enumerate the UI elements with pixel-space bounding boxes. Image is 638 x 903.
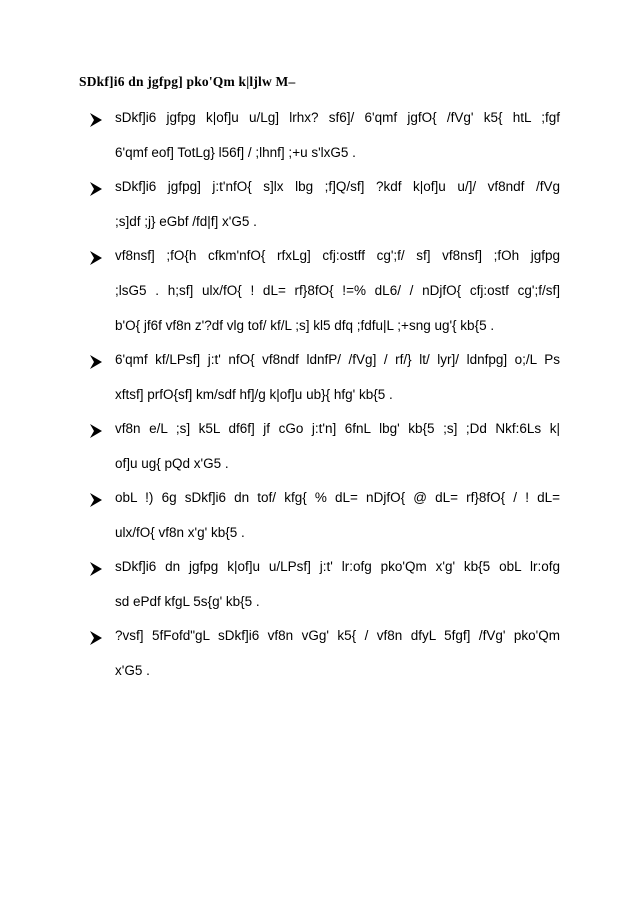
item-line: sDkf]i6 jgfpg] j:t'nfO{ s]lx lbg ;f]Q/sf] ?kdf k|of]u u/]/ vf8ndf /fVg xyxy=(115,179,560,194)
item-line: ?vsf] 5fFofd"gL sDkf]i6 vf8n vGg' k5{ / vf8n dfyL 5fgf] /fVg' pko'Qm xyxy=(115,628,560,643)
bullet-list xyxy=(90,109,560,696)
arrowhead-bullet-icon xyxy=(90,251,102,265)
list-item xyxy=(90,351,560,404)
item-line: 6'qmf eof] TotLg} l56f] / ;lhnf] ;+u s'lxG5 . xyxy=(115,145,356,160)
item-line: ;s]df ;j} eGbf /fd|f] x'G5 . xyxy=(115,214,257,229)
arrowhead-bullet-icon xyxy=(90,631,102,645)
arrowhead-bullet-icon xyxy=(90,562,102,576)
arrowhead-bullet-icon xyxy=(90,182,102,196)
item-line: xftsf] prfO{sf] km/sdf hf]/g k|of]u ub}{ hfg' kb{5 . xyxy=(115,387,393,402)
list-item xyxy=(90,247,560,335)
list-item xyxy=(90,489,560,542)
list-item xyxy=(90,627,560,680)
item-line: b'O{ jf6f vf8n z'?df vlg tof/ kf/L ;s] kl5 dfq ;fdfu|L ;+sng ug'{ kb{5 . xyxy=(115,318,495,333)
page-heading: SDkf]i6 dn jgfpg] pko'Qm k|ljlw M– xyxy=(79,74,296,89)
item-line: ulx/fO{ vf8n x'g' kb{5 . xyxy=(115,525,245,540)
arrowhead-bullet-icon xyxy=(90,424,102,438)
list-item xyxy=(90,178,560,231)
arrowhead-bullet-icon xyxy=(90,355,102,369)
item-line: sDkf]i6 dn jgfpg k|of]u u/LPsf] j:t' lr:ofg pko'Qm x'g' kb{5 obL lr:ofg xyxy=(115,559,560,574)
item-line: sd ePdf kfgL 5s{g' kb{5 . xyxy=(115,594,260,609)
item-line: obL !) 6g sDkf]i6 dn tof/ kfg{ % dL= nDjfO{ @ dL= rf}8fO{ / ! dL= xyxy=(115,490,560,505)
list-item xyxy=(90,420,560,473)
list-item xyxy=(90,558,560,611)
item-line: ;lsG5 . h;sf] ulx/fO{ ! dL= rf}8fO{ !=% dL6/ / nDjfO{ cfj:ostf cg';f/sf] xyxy=(115,283,560,298)
arrowhead-bullet-icon xyxy=(90,113,102,127)
item-line: 6'qmf kf/LPsf] j:t' nfO{ vf8ndf ldnfP/ /fVg] / rf/} lt/ lyr]/ ldnfpg] o;/L Ps xyxy=(115,352,560,367)
item-line: vf8n e/L ;s] k5L df6f] jf cGo j:t'n] 6fnL lbg' kb{5 ;s] ;Dd Nkf:6Ls k| xyxy=(115,421,560,436)
item-line: sDkf]i6 jgfpg k|of]u u/Lg] lrhx? sf6]/ 6'qmf jgfO{ /fVg' k5{ htL ;fgf xyxy=(115,110,560,125)
arrowhead-bullet-icon xyxy=(90,493,102,507)
item-line: vf8nsf] ;fO{h cfkm'nfO{ rfxLg] cfj:ostff cg';f/ sf] vf8nsf] ;fOh jgfpg xyxy=(115,248,560,263)
item-line: of]u ug{ pQd x'G5 . xyxy=(115,456,229,471)
item-line: x'G5 . xyxy=(115,663,150,678)
list-item xyxy=(90,109,560,162)
